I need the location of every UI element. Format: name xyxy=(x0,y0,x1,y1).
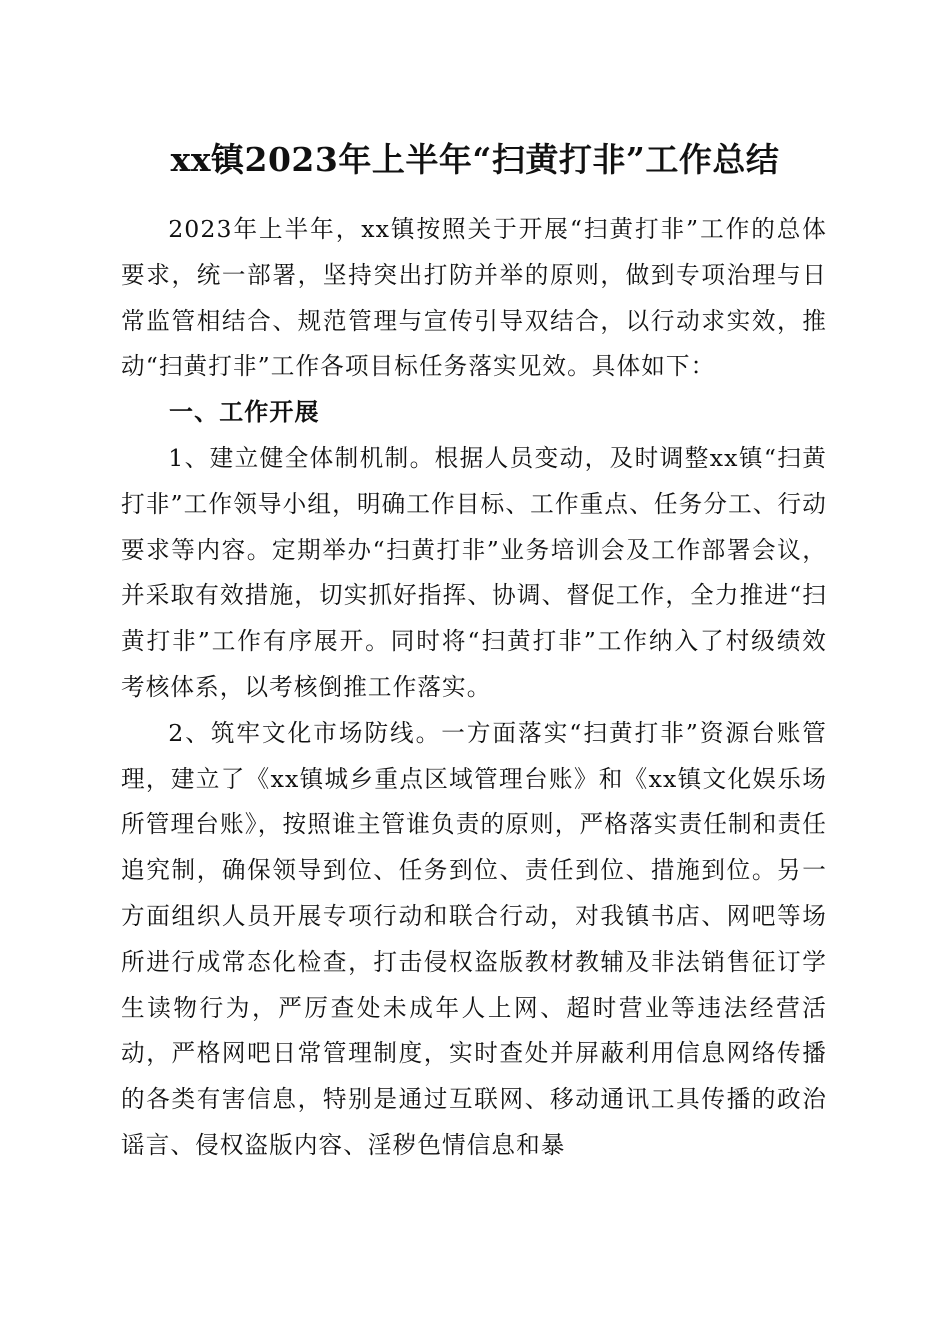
document-body xyxy=(121,207,827,1169)
intro-paragraph: 2023年上半年，xx镇按照关于开展“扫黄打非”工作的总体要求，统一部署，坚持突出打防并举的原则，做到专项治理与日常监管相结合、规范管理与宣传引导双结合，以行动求实效，推动“扫黄打非”工作各项目标任务落实见效。具体如下： xyxy=(121,215,827,381)
document-title: xx镇2023年上半年“扫黄打非”工作总结 xyxy=(170,140,780,179)
item-paragraph-2: 2、筑牢文化市场防线。一方面落实“扫黄打非”资源台账管理，建立了《xx镇城乡重点区域管理台账》和《xx镇文化娱乐场所管理台账》，按照谁主管谁负责的原则，严格落实责任制和责任追究制，确保领导到位、任务到位、责任到位、措施到位。另一方面组织人员开展专项行动和联合行动，对我镇书店、网吧等场所进行成常态化检查，打击侵权盗版教材教辅及非法销售征订学生读物行为，严厉查处未成年人上网、超时营业等违法经营活动，严格网吧日常管理制度，实时查处并屏蔽利用信息网络传播的各类有害信息，特别是通过互联网、移动通讯工具传播的政治谣言、侵权盗版内容、淫秽色情信息和暴 xyxy=(121,718,827,1159)
item-paragraph-1: 1、建立健全体制机制。根据人员变动，及时调整xx镇“扫黄打非”工作领导小组，明确工作目标、工作重点、任务分工、行动要求等内容。定期举办“扫黄打非”业务培训会及工作部署会议，并采取有效措施，切实抓好指挥、协调、督促工作，全力推进“扫黄打非”工作有序展开。同时将“扫黄打非”工作纳入了村级绩效考核体系，以考核倒推工作落实。 xyxy=(121,443,827,701)
section-heading: 一、工作开展 xyxy=(169,398,320,427)
